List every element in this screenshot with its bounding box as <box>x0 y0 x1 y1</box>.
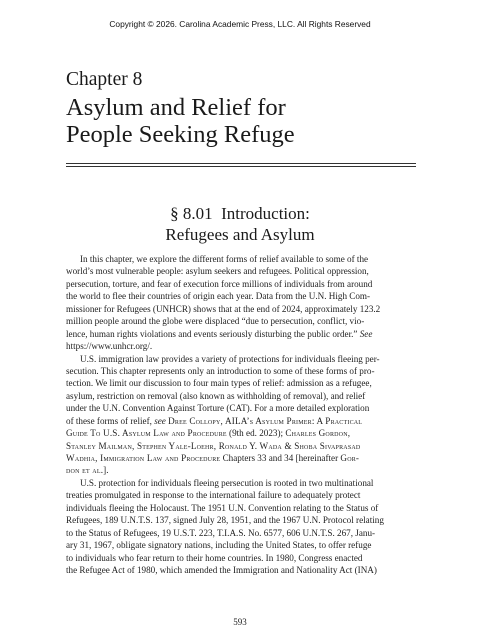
body-line: asylum, restriction on removal (also known as withholding of removal), and relief <box>66 390 366 401</box>
section-heading-line-2: Refugees and Asylum <box>165 225 315 244</box>
body-line <box>66 415 414 427</box>
chapter-label: Chapter 8 <box>66 69 143 90</box>
body-line: treaties promulgated in response to the international failure to adequately protect <box>66 490 361 501</box>
body-line: million people around the globe were displaced “due to persecution, conflict, vio- <box>66 316 365 327</box>
title-rule-bottom <box>66 166 416 167</box>
body-line: Stanley Mailman, Stephen Yale-Loehr, Ronald Y. Wada & Shoba Sivaprasad <box>66 440 361 451</box>
body-line <box>66 464 414 476</box>
citation-chapters: Chapters 33 and 34 [hereinafter <box>222 453 339 463</box>
body-line: world’s most vulnerable people: asylum seekers and refugees. Political oppression, <box>66 266 369 277</box>
body-line: tection. We limit our discussion to four main types of relief: admission as a refugee, <box>66 378 372 389</box>
title-rule-top <box>66 163 416 164</box>
citation-guide: Guide To U.S. Asylum Law and Procedure <box>66 428 227 439</box>
body-line <box>66 328 414 340</box>
chapter-title-line-1: Asylum and Relief for <box>66 94 286 121</box>
copyright-notice: Copyright © 2026. Carolina Academic Press, LLC. All Rights Reserved <box>109 19 371 29</box>
body-line: under the U.N. Convention Against Torture (CAT). For a more detailed exploration <box>66 403 370 414</box>
body-line: individuals fleeing the Holocaust. The 1951 U.N. Convention relating to the Status of <box>66 502 379 513</box>
citation-gordon: Charles Gordon, <box>285 428 351 439</box>
chapter-title-line-2: People Seeking Refuge <box>66 121 295 148</box>
citation-wadhia: Wadhia, Immigration Law and Procedure <box>66 453 221 463</box>
citation-gor: Gor- <box>340 453 360 463</box>
body-line <box>66 427 414 439</box>
citation-edition: (9th ed. 2023); <box>229 428 284 439</box>
citation-close: ]. <box>103 465 109 476</box>
body-line: U.S. immigration law provides a variety of protections for individuals fleeing per- <box>80 353 380 364</box>
section-heading <box>0 203 480 245</box>
page-number: 593 <box>233 617 247 627</box>
body-line-text: of these forms of relief, <box>66 415 152 426</box>
body-line: https://www.unhcr.org/. <box>66 341 153 352</box>
body-line: the Refugee Act of 1980, which amended the Immigration and Nationality Act (INA) <box>66 564 377 575</box>
body-line: persecution, torture, and fear of execution force millions of individuals from around <box>66 278 373 289</box>
section-heading-line-1: § 8.01 Introduction: <box>170 204 310 223</box>
body-text <box>66 253 414 576</box>
body-line: to the Status of Refugees, 19 U.S.T. 223, T.I.A.S. No. 6577, 606 U.N.T.S. 267, Janu- <box>66 527 376 538</box>
body-line: ary 31, 1967, obligate signatory nations, including the United States, to offer refuge <box>66 540 372 551</box>
body-line: In this chapter, we explore the different forms of relief available to some of the <box>80 254 369 264</box>
body-line-text: lence, human rights violations and events seriously disturbing the public order.” <box>66 328 358 339</box>
body-line: the world to flee their countries of origin each year. Data from the U.N. High Com- <box>66 291 371 302</box>
body-line: missioner for Refugees (UNHCR) shows that at the end of 2024, approximately 123.2 <box>66 303 381 314</box>
citation-collopy: Dree Collopy, AILA’s Asylum Primer: A Practical <box>168 415 363 426</box>
body-line: U.S. protection for individuals fleeing persecution is rooted in two multinational <box>80 477 374 488</box>
chapter-title <box>66 94 426 148</box>
body-line <box>66 452 414 464</box>
citation-gordon-et-al: don et al. <box>66 465 104 476</box>
body-line: secution. This chapter represents only an introduction to some of these forms of pro- <box>66 365 375 376</box>
see-signal: See <box>359 328 373 339</box>
see-signal: see <box>154 415 166 426</box>
body-line: Refugees, 189 U.N.T.S. 137, signed July 28, 1951, and the 1967 U.N. Protocol relating <box>66 515 384 526</box>
body-line: to individuals who fear return to their home countries. In 1980, Congress enacted <box>66 552 363 563</box>
